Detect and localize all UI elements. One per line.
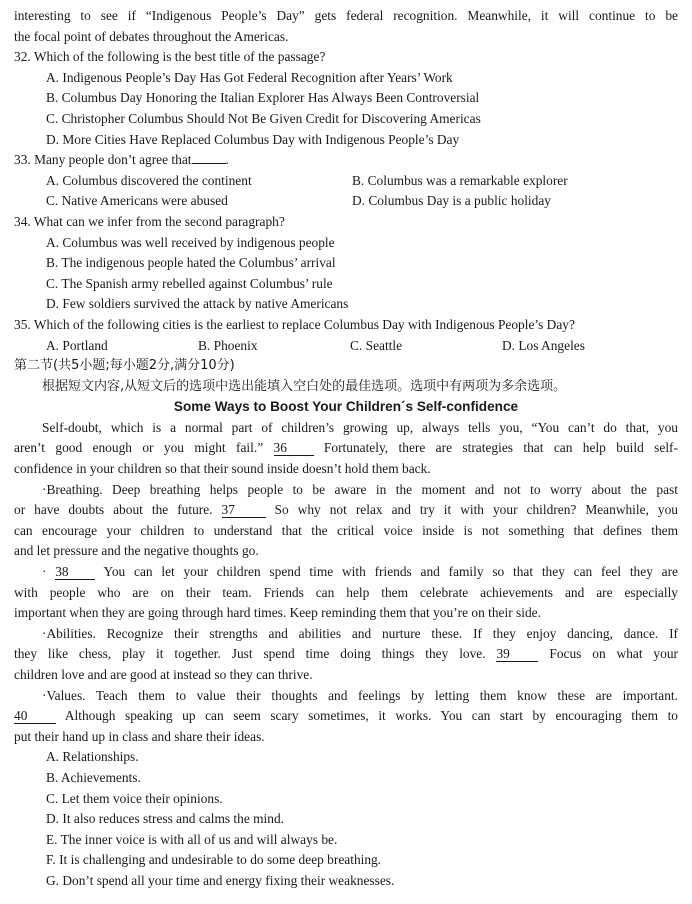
passage-p2-text-b: So why not relax and try it with your children? Meanwhile, you [274, 502, 678, 518]
passage-p1-text-a: aren’t good enough or you might fail.” [14, 440, 264, 456]
question-34-option-c: C. The Spanish army rebelled against Columbus’ rule [46, 275, 333, 291]
question-32-option-c: C. Christopher Columbus Should Not Be Given Credit for Discovering Americas [46, 110, 481, 126]
section-heading: 第二节(共5小题;每小题2分,满分10分) [14, 358, 235, 374]
passage-p5-text-b: Although speaking up can seem scary sometimes, it works. You can start by encouraging them to [64, 708, 679, 724]
question-33-option-b: B. Columbus was a remarkable explorer [352, 172, 568, 188]
question-35-stem: 35. Which of the following cities is the earliest to replace Columbus Day with Indigenous People’s Day? [14, 316, 575, 332]
passage-p4-line-3: children love and are good at instead so they can thrive. [14, 667, 313, 682]
blank-36: 36 [274, 441, 314, 456]
passage-p3-bullet: · [42, 564, 47, 580]
option-e: E. The inner voice is with all of us and will always be. [46, 831, 338, 847]
passage-p5-line-2 [14, 706, 678, 727]
passage-p4-text-a: they like chess, play it together. Just spend time doing things they love. [14, 646, 486, 662]
passage-p2-line-1: ·Breathing. Deep breathing helps people to be aware in the moment and not to worry about the past [42, 481, 678, 497]
blank-37: 37 [222, 503, 266, 518]
question-32-option-d: D. More Cities Have Replaced Columbus Day with Indigenous People’s Day [46, 131, 460, 147]
passage-p2-line-2 [14, 500, 678, 521]
question-33-stem-end: . [225, 152, 229, 168]
passage-p3-line-1 [14, 562, 678, 583]
question-33-option-a: A. Columbus discovered the continent [46, 172, 252, 188]
option-b: B. Achievements. [46, 769, 141, 785]
blank-40: 40 [14, 709, 56, 724]
question-32-option-b: B. Columbus Day Honoring the Italian Explorer Has Always Been Controversial [46, 90, 480, 106]
passage-p1-text-b: Fortunately, there are strategies that can help build self- [323, 440, 678, 456]
passage-p3-line-2: with people who are on their team. Friends can help them celebrate achievements and are especially [14, 584, 678, 600]
passage-p1-line-2 [14, 438, 678, 459]
blank-38: 38 [55, 565, 95, 580]
intro-line-2: the focal point of debates throughout the Americas. [14, 28, 289, 44]
option-d: D. It also reduces stress and calms the mind. [46, 811, 284, 827]
passage-p1-line-3: confidence in your children so that their sound inside doesn’t hold them back. [14, 461, 431, 477]
question-33-options-row-2 [14, 191, 678, 212]
question-35-options [14, 336, 678, 357]
passage-p5-line-1: ·Values. Teach them to value their thoughts and feelings by letting them know these are important. [42, 687, 678, 703]
passage-p2-line-3: can encourage your children to understand that the critical voice inside is not something that defines them [14, 522, 678, 538]
option-c: C. Let them voice their opinions. [46, 790, 223, 806]
question-33-option-c: C. Native Americans were abused [46, 193, 228, 209]
question-33-options-row-1 [14, 171, 678, 192]
section-instruction: 根据短文内容,从短文后的选项中选出能填入空白处的最佳选项。选项中有两项为多余选项。 [42, 378, 567, 394]
question-32-option-a: A. Indigenous People’s Day Has Got Federal Recognition after Years’ Work [46, 69, 453, 85]
passage-p3-text: You can let your children spend time with friends and family so that they can feel they are [103, 564, 678, 580]
question-35-option-a: A. Portland [46, 337, 108, 353]
question-35-option-b: B. Phoenix [198, 337, 258, 353]
question-35-option-d: D. Los Angeles [502, 337, 585, 353]
option-a: A. Relationships. [46, 749, 139, 765]
passage-p5-line-3: put their hand up in class and share their ideas. [14, 728, 265, 744]
passage-p2-text-a: or have doubts about the future. [14, 502, 213, 518]
option-f: F. It is challenging and undesirable to do some deep breathing. [46, 852, 382, 868]
passage-p1-line-1: Self-doubt, which is a normal part of children’s growing up, always tells you, “You can’t do that, you [42, 419, 678, 435]
question-34-stem: 34. What can we infer from the second paragraph? [14, 213, 285, 229]
option-g: G. Don’t spend all your time and energy fixing their weaknesses. [46, 872, 395, 888]
passage-p3-line-3: important when they are going through hard times. Keep reminding them that you’re on their side. [14, 605, 541, 621]
passage-p4-line-2 [14, 644, 678, 665]
question-34-option-b: B. The indigenous people hated the Columbus’ arrival [46, 255, 336, 271]
intro-line-1: interesting to see if “Indigenous People’s Day” gets federal recognition. Meanwhile, it will continue to be [14, 8, 678, 23]
question-33-stem [14, 150, 678, 171]
question-32-stem: 32. Which of the following is the best title of the passage? [14, 49, 326, 65]
passage-p2-line-4: and let pressure and the negative thoughts go. [14, 543, 259, 559]
question-35-option-c: C. Seattle [350, 337, 403, 353]
passage-p4-text-b: Focus on what your [549, 646, 678, 662]
passage-title: Some Ways to Boost Your Children´s Self-confidence [173, 399, 519, 415]
question-34-option-d: D. Few soldiers survived the attack by native Americans [46, 296, 349, 312]
question-33-stem-text: 33. Many people don’t agree that [14, 152, 192, 168]
blank-39: 39 [496, 647, 538, 662]
question-33-option-d: D. Columbus Day is a public holiday [352, 193, 551, 209]
question-33-blank [192, 163, 226, 164]
question-34-option-a: A. Columbus was well received by indigenous people [46, 234, 335, 250]
passage-p4-line-1: ·Abilities. Recognize their strengths and abilities and nurture these. If they enjoy dancing, dance. If [42, 625, 678, 641]
